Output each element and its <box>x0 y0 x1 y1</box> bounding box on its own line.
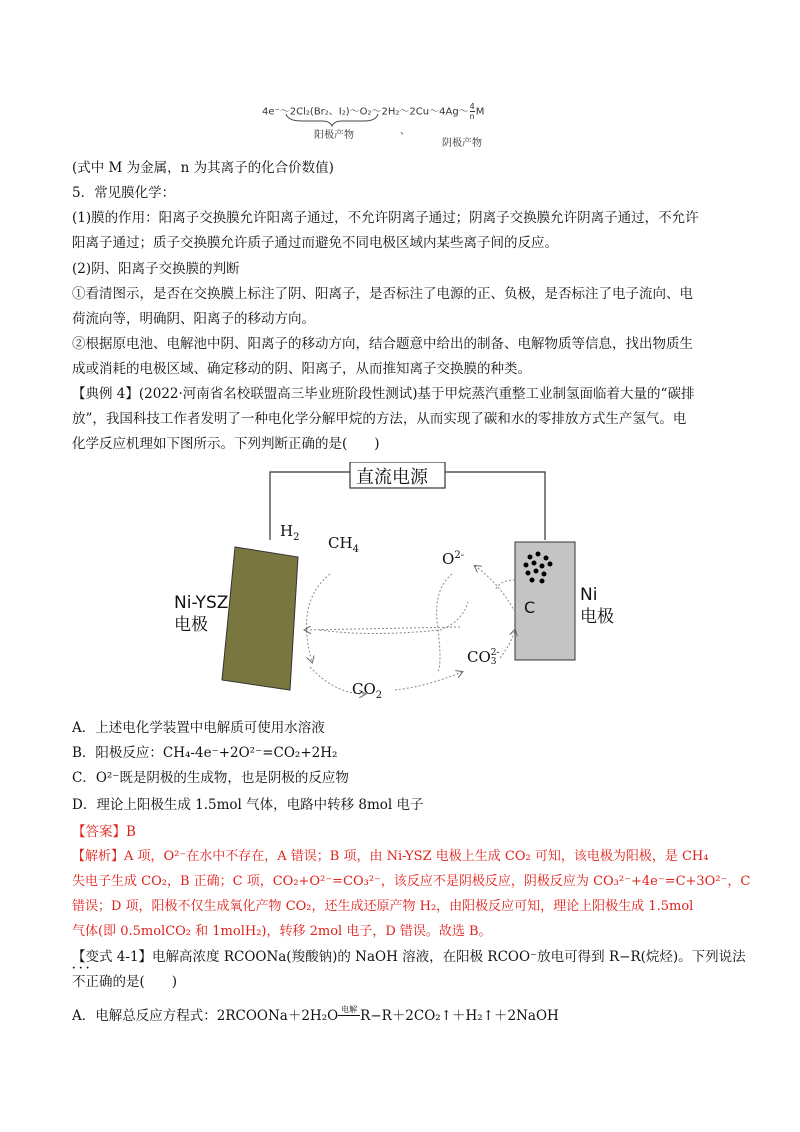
anode-product-label: 阳极产物 <box>314 130 354 141</box>
text-line: ②根据原电池、电解池中阴、阳离子的移动方向，结合题意中给出的制备、电解物质等信息，找出物质生 <box>72 336 693 352</box>
text-line: 荷流向等，明确阴、阳离子的移动方向。 <box>72 311 315 327</box>
option-d: D．理论上阳极生成 1.5mol 气体，电路中转移 8mol 电子 <box>72 797 424 813</box>
answer: 【答案】B <box>72 824 136 840</box>
variant-title: 【变式 4-1】电解高浓度 RCOONa(羧酸钠)的 NaOH 溶液，在阳极 RCOO⁻放电可得到 R−R(烷烃)。下列说法 <box>72 949 746 965</box>
c-arrow <box>495 580 515 590</box>
text-line: 成或消耗的电极区域、确定移动的阴、阳离子，从而推知离子交换膜的种类。 <box>72 361 531 377</box>
text-line: (式中 M 为金属，n 为其离子的化合价数值) <box>72 160 334 176</box>
o2-loop-arrow <box>437 574 452 672</box>
co2-label: $CO_2$ <box>352 680 383 701</box>
example-title: 【典例 4】(2022·河南省名校联盟高三毕业班阶段性测试)基于甲烷蒸汽重整工业制氢面临着大量的“碳排 <box>72 386 695 402</box>
h2-label: $H_2$ <box>280 522 300 543</box>
ch4-arrow <box>306 574 330 662</box>
text-line: 放”，我国科技工作者发明了一种电化学分解甲烷的方法，从而实现了碳和水的零排放方式生产氢气。电 <box>72 411 687 427</box>
ch4-label: $CH_4$ <box>328 534 359 555</box>
ni-ysz-electrode <box>222 547 298 690</box>
emphasis-dots: · · · <box>72 963 90 974</box>
analysis-line: 失电子生成 CO₂，B 正确；C 项，CO₂+O²⁻=CO₃²⁻，该反应不是阴极反应，阴极反应为 CO₃²⁻+4e⁻=C+3O²⁻，C <box>72 874 751 889</box>
electron-relation-formula <box>262 100 562 150</box>
option-b: B．阳极反应：CH₄-4e⁻+2O²⁻=CO₂+2H₂ <box>72 745 338 761</box>
text-line: 阳离子通过；质子交换膜允许质子通过而避免不同电极区域内某些离子间的反应。 <box>72 235 558 251</box>
underbrace <box>262 112 562 128</box>
left-electrode-label: Ni-YSZ 电极 <box>174 593 229 635</box>
analysis-line: 气体(即 0.5molCO₂ 和 1molH₂)，转移 2mol 电子，D 错误。故选 B。 <box>72 924 492 939</box>
carbon-label: C <box>524 598 536 617</box>
cathode-product-label: 阴极产物 <box>442 138 482 149</box>
variant-question: 不正确的是( ) <box>72 974 178 990</box>
o2-ion-label: $O^{2-}$ <box>442 550 465 568</box>
electrolysis-diagram <box>170 462 640 712</box>
diagram-svg <box>170 462 640 712</box>
analysis-line: 错误；D 项，阳极不仅生成氧化产物 CO₂，还生成还原产物 H₂，由阳极反应可知，理论上阳极生成 1.5mol <box>72 899 694 914</box>
formula-expression: 4e⁻～2Cl₂(Br₂、I₂)～O₂～2H₂～2Cu～4Ag～ $\frac{4}{n}$ M <box>262 102 485 121</box>
text-line: 化学反应机理如下图所示。下列判断正确的是( ) <box>72 436 380 452</box>
co3-to-o2-arrow <box>475 566 515 612</box>
variant-option-a: A．电解总反应方程式：2RCOONa＋2H₂O 电解 R−R＋2CO₂↑＋H₂↑＋2NaOH <box>72 1005 559 1024</box>
text-line: ①看清图示，是否在交换膜上标注了阴、阳离子，是否标注了电源的正、负极，是否标注了电子流向、电 <box>72 286 693 302</box>
text-line: 5．常见膜化学： <box>72 185 176 201</box>
o2-arrow <box>320 602 468 634</box>
co3-label: CO 2- 3 <box>467 648 500 667</box>
option-a: A．上述电化学装置中电解质可使用水溶液 <box>72 720 325 736</box>
option-c: C．O²⁻既是阴极的生成物，也是阴极的反应物 <box>72 770 349 786</box>
separator-mark: 、 <box>400 126 410 137</box>
co2-to-co3-arrow <box>395 672 462 690</box>
o2-to-anode-arrow <box>305 627 460 630</box>
text-line: (2)阴、阳离子交换膜的判断 <box>72 261 240 277</box>
power-label: 直流电源 <box>356 467 428 488</box>
analysis-line: 【解析】A 项，O²⁻在水中不存在，A 错误；B 项，由 Ni-YSZ 电极上生成 CO₂ 可知，该电极为阳极，是 CH₄ <box>72 849 709 864</box>
co3-to-cathode-arrow <box>500 630 515 658</box>
right-electrode-label: Ni 电极 <box>580 585 614 627</box>
wire-right <box>445 472 545 540</box>
text-line: (1)膜的作用：阳离子交换膜允许阳离子通过，不允许阴离子通过；阴离子交换膜允许阴离子通过，不允许 <box>72 210 699 226</box>
